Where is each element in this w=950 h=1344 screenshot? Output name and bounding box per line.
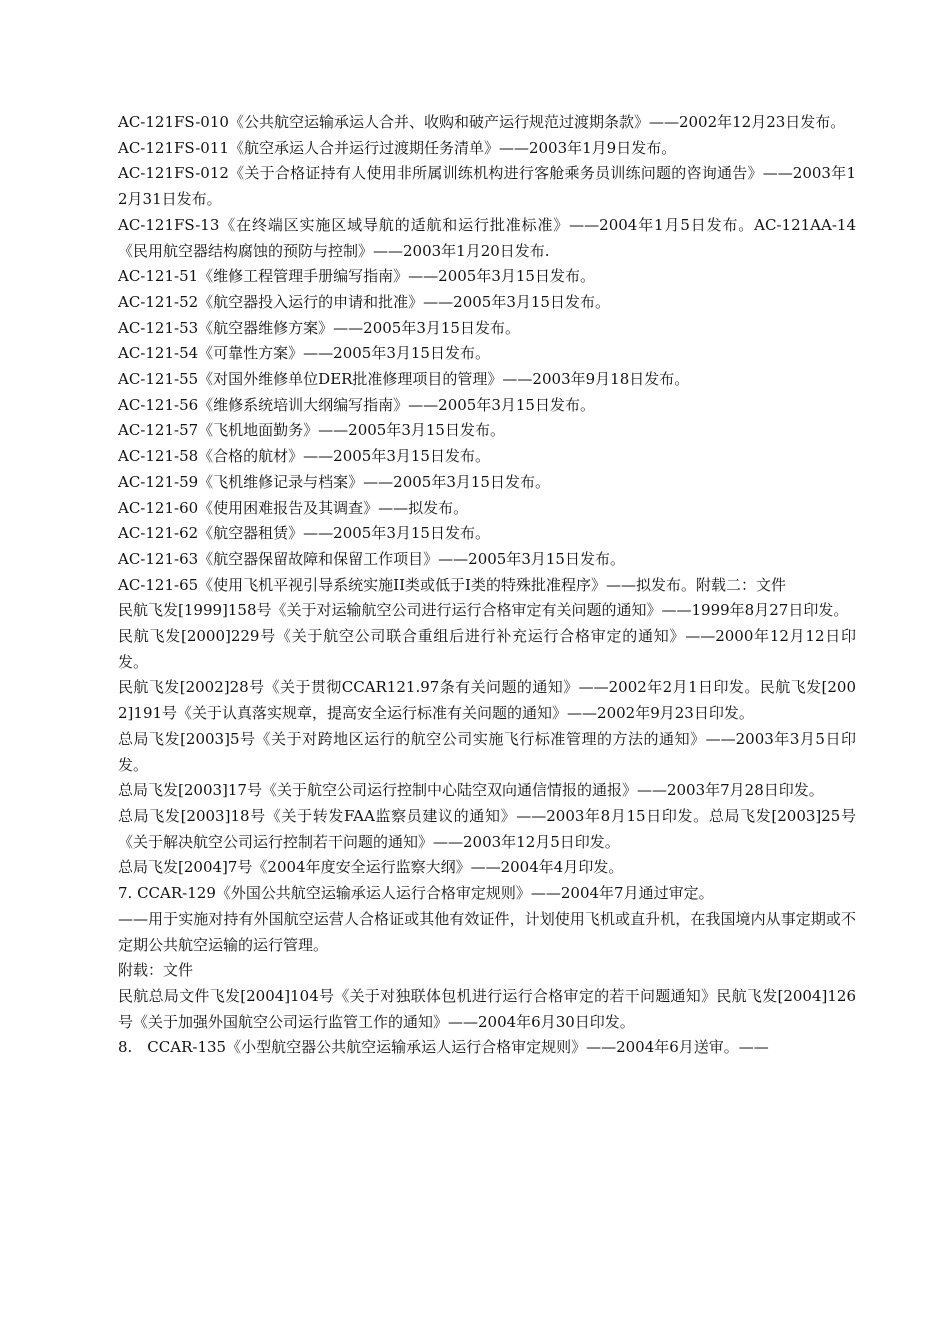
- paragraph-4: AC-121FS-13《在终端区实施区域导航的适航和运行批准标准》——2004年1月5日发布。AC-121AA-14《民用航空器结构腐蚀的预防与控制》——2003年1月20日发布.: [118, 215, 856, 260]
- paragraph-15: AC-121-62《航空器租赁》——2005年3月15日发布。: [118, 524, 490, 543]
- paragraph-18: 民航飞发[1999]158号《关于对运输航空公司进行运行合格审定有关问题的通知》——1999年8月27日印发。: [118, 601, 849, 620]
- paragraph-29: 8. CCAR-135《小型航空器公共航空运输承运人运行合格审定规则》——2004年6月送审。——: [118, 1038, 769, 1057]
- paragraph-27: 附载：文件: [118, 961, 194, 980]
- paragraph-11: AC-121-57《飞机地面勤务》——2005年3月15日发布。: [118, 421, 505, 440]
- paragraph-13: AC-121-59《飞机维修记录与档案》——2005年3月15日发布。: [118, 472, 550, 491]
- paragraph-19: 民航飞发[2000]229号《关于航空公司联合重组后进行补充运行合格审定的通知》——2000年12月12日印发。: [118, 627, 856, 671]
- paragraph-12: AC-121-58《合格的航材》——2005年3月15日发布。: [118, 447, 490, 466]
- paragraph-8: AC-121-54《可靠性方案》——2005年3月15日发布。: [118, 344, 490, 363]
- paragraph-5: AC-121-51《维修工程管理手册编写指南》——2005年3月15日发布。: [118, 267, 595, 286]
- paragraph-24: 总局飞发[2004]7号《2004年度安全运行监察大纲》——2004年4月印发。: [118, 858, 624, 877]
- paragraph-21: 总局飞发[2003]5号《关于对跨地区运行的航空公司实施飞行标准管理的方法的通知》——2003年3月5日印发。: [118, 729, 856, 774]
- paragraph-7: AC-121-53《航空器维修方案》——2005年3月15日发布。: [118, 318, 520, 337]
- paragraph-16: AC-121-63《航空器保留故障和保留工作项目》——2005年3月15日发布。: [118, 549, 625, 568]
- paragraph-6: AC-121-52《航空器投入运行的申请和批准》——2005年3月15日发布。: [118, 292, 610, 311]
- paragraph-9: AC-121-55《对国外维修单位DER批准修理项目的管理》——2003年9月18日发布。: [118, 370, 690, 389]
- paragraph-26: ——用于实施对持有外国航空运营人合格证或其他有效证件，计划使用飞机或直升机，在我国境内从事定期或不定期公共航空运输的运行管理。: [118, 909, 856, 954]
- paragraph-1: AC-121FS-010《公共航空运输承运人合并、收购和破产运行规范过渡期条款》——2002年12月23日发布。: [118, 113, 846, 131]
- paragraph-22: 总局飞发[2003]17号《关于航空公司运行控制中心陆空双向通信情报的通报》——2003年7月28日印发。: [118, 781, 824, 800]
- document-body: [118, 110, 856, 1061]
- paragraph-17: AC-121-65《使用飞机平视引导系统实施II类或低于I类的特殊批准程序》——拟发布。附载二：文件: [118, 575, 786, 594]
- paragraph-23: 总局飞发[2003]18号《关于转发FAA监察员建议的通知》——2003年8月15日印发。总局飞发[2003]25号《关于解决航空公司运行控制若干问题的通知》——2003年12月5日印发。: [118, 806, 856, 851]
- paragraph-2: AC-121FS-011《航空承运人合并运行过渡期任务清单》——2003年1月9日发布。: [118, 138, 677, 157]
- paragraph-10: AC-121-56《维修系统培训大纲编写指南》——2005年3月15日发布。: [118, 395, 595, 414]
- paragraph-14: AC-121-60《使用困难报告及其调查》——拟发布。: [118, 498, 469, 517]
- paragraph-3: AC-121FS-012《关于合格证持有人使用非所属训练机构进行客舱乘务员训练问题的咨询通告》——2003年12月31日发布。: [118, 164, 856, 209]
- paragraph-20: 民航飞发[2002]28号《关于贯彻CCAR121.97条有关问题的通知》——2002年2月1日印发。民航飞发[2002]191号《关于认真落实规章，提高安全运行标准有关问题的通知》——2002年9月23日印发。: [118, 678, 856, 723]
- paragraph-25: 7. CCAR-129《外国公共航空运输承运人运行合格审定规则》——2004年7月通过审定。: [118, 884, 714, 903]
- paragraph-28: 民航总局文件飞发[2004]104号《关于对独联体包机进行运行合格审定的若干问题通知》民航飞发[2004]126号《关于加强外国航空公司运行监管工作的通知》——2004年6月30日印发。: [118, 986, 856, 1031]
